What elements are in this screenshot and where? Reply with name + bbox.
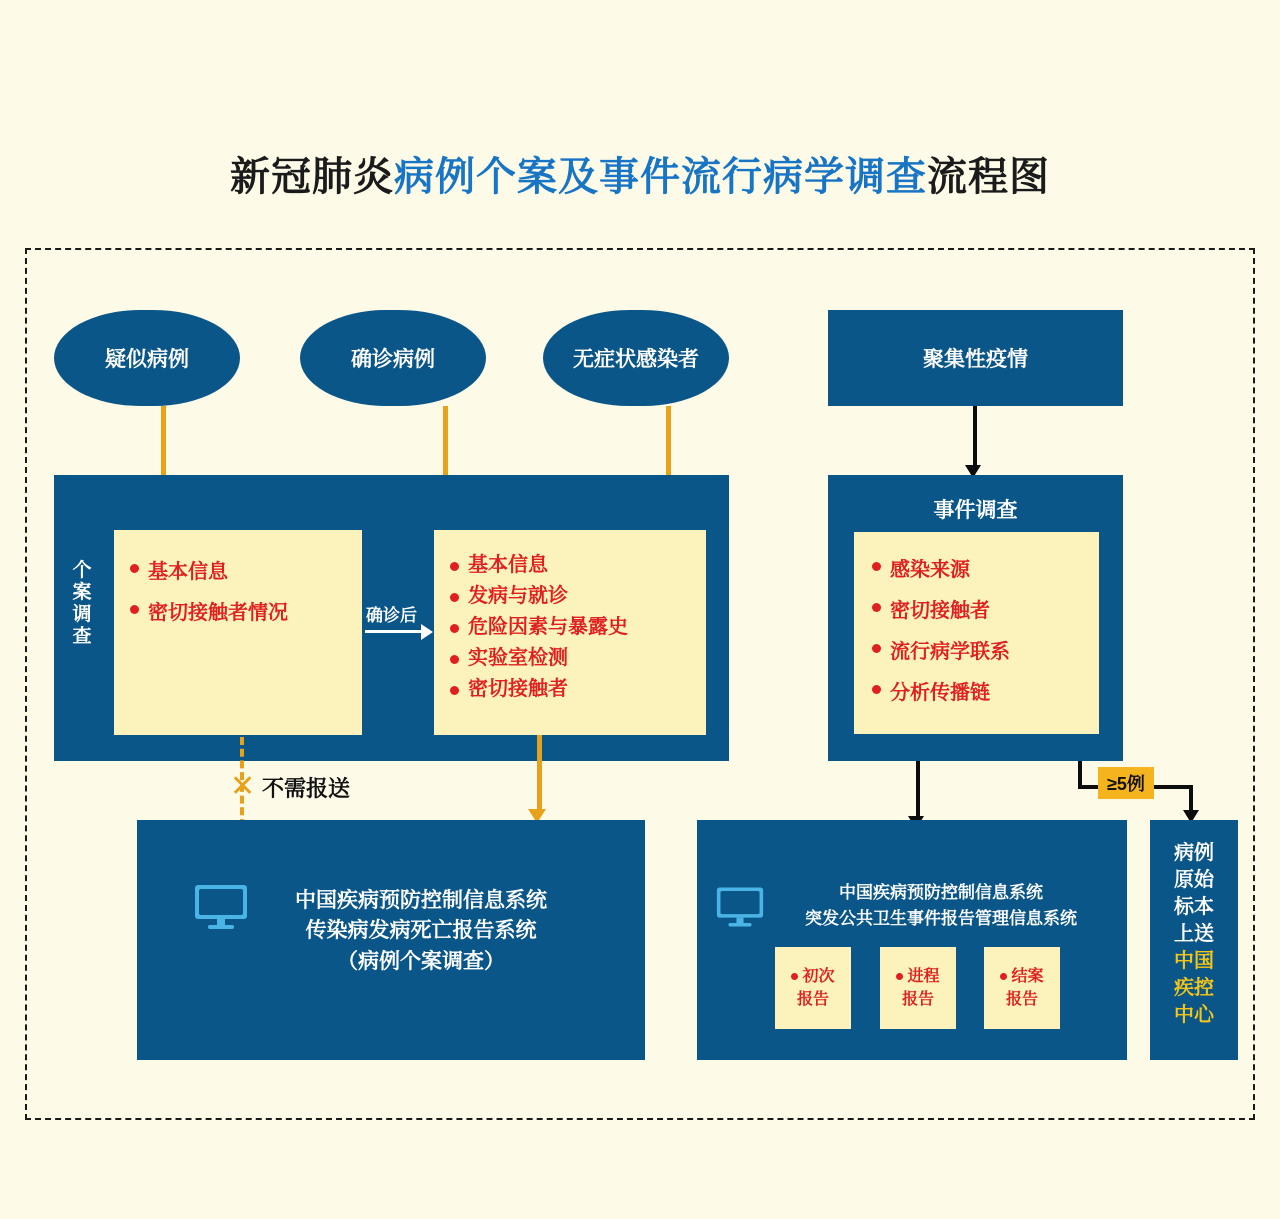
event-detail-item: 流行病学联系: [870, 632, 1099, 673]
report-final-l1: 结案: [1011, 967, 1044, 985]
node-cluster-outbreak[interactable]: [828, 310, 1123, 406]
arrow-cluster-down: [973, 406, 977, 468]
event-detail-item: 密切接触者: [870, 591, 1099, 632]
event-investigation-label: 事件调查: [933, 499, 1018, 522]
event-detail-box: [854, 532, 1099, 734]
report-final-l2: 报告: [1005, 991, 1038, 1008]
node-asymptomatic[interactable]: [543, 310, 729, 406]
arrow-to-sidebox-v2: [1189, 785, 1193, 813]
confirmed-detail-item: 危险因素与暴露史: [448, 612, 706, 643]
node-confirmed-case-label: 确诊病例: [351, 348, 435, 371]
cross-icon: ✕: [230, 770, 256, 803]
title-part1: 新冠肺炎: [230, 155, 394, 199]
confirmed-detail-item: 密切接触者: [448, 674, 706, 705]
basic-info-box: [114, 530, 362, 735]
confirmed-detail-item: 基本信息: [448, 550, 706, 581]
left-system-line1: 中国疾病预防控制信息系统: [295, 889, 547, 912]
arrow-to-left-system: [537, 735, 542, 811]
right-system-text: [697, 880, 1127, 931]
arrow-to-right-system: [916, 761, 920, 819]
report-initial-l2: 报告: [796, 991, 829, 1008]
node-suspected-case[interactable]: [54, 310, 240, 406]
arrow-after-confirm-line: [365, 630, 423, 633]
node-confirmed-case[interactable]: [300, 310, 486, 406]
right-system-line2: 突发公共卫生事件报告管理信息系统: [805, 908, 1077, 928]
report-box-initial[interactable]: [775, 947, 851, 1029]
confirmed-detail-item: 实验室检测: [448, 643, 706, 674]
report-box-progress[interactable]: [880, 947, 956, 1029]
case-investigation-vertical-label: 个案调查: [72, 560, 92, 647]
left-system-line2: 传染病发病死亡报告系统: [305, 919, 537, 943]
confirmed-detail-item: 发病与就诊: [448, 581, 706, 612]
specimen-sidebox: [1150, 820, 1238, 1060]
sidebox-line-yellow: 中国: [1174, 950, 1214, 972]
event-detail-item: 感染来源: [870, 550, 1099, 591]
sidebox-line: 标本: [1174, 896, 1214, 918]
basic-info-item: 基本信息: [128, 552, 362, 593]
node-cluster-outbreak-label: 聚集性疫情: [923, 348, 1028, 371]
bullet-icon: [1000, 973, 1007, 980]
title-part2: 流程图: [927, 155, 1050, 199]
sidebox-line: 上送: [1174, 923, 1214, 945]
report-progress-l1: 进程: [907, 967, 940, 985]
left-system-text: [137, 886, 645, 977]
sidebox-line-yellow: 疾控: [1174, 977, 1214, 999]
after-confirm-label: 确诊后: [366, 606, 417, 625]
node-suspected-case-label: 疑似病例: [105, 348, 189, 371]
arrow-after-confirm-head: [421, 624, 433, 640]
threshold-badge: ≥5例: [1098, 767, 1154, 799]
left-system-line3: （病例个案调查）: [337, 949, 505, 973]
confirmed-detail-box: [434, 530, 706, 735]
event-detail-item: 分析传播链: [870, 673, 1099, 714]
right-system-line1: 中国疾病预防控制信息系统: [839, 883, 1043, 902]
page-title: [0, 145, 1280, 202]
no-report-label: 不需报送: [262, 776, 351, 801]
report-progress-l2: 报告: [901, 991, 934, 1008]
bullet-icon: [791, 973, 798, 980]
sidebox-line-yellow: 中心: [1174, 1004, 1214, 1026]
title-highlight: 病例个案及事件流行病学调查: [394, 155, 927, 199]
bullet-icon: [896, 973, 903, 980]
sidebox-line: 原始: [1174, 869, 1214, 891]
basic-info-item: 密切接触者情况: [128, 593, 362, 634]
report-box-final[interactable]: [984, 947, 1060, 1029]
sidebox-line: 病例: [1174, 842, 1214, 864]
arrow-to-sidebox-v1: [1078, 761, 1082, 787]
node-asymptomatic-label: 无症状感染者: [573, 348, 699, 371]
report-initial-l1: 初次: [802, 967, 835, 985]
